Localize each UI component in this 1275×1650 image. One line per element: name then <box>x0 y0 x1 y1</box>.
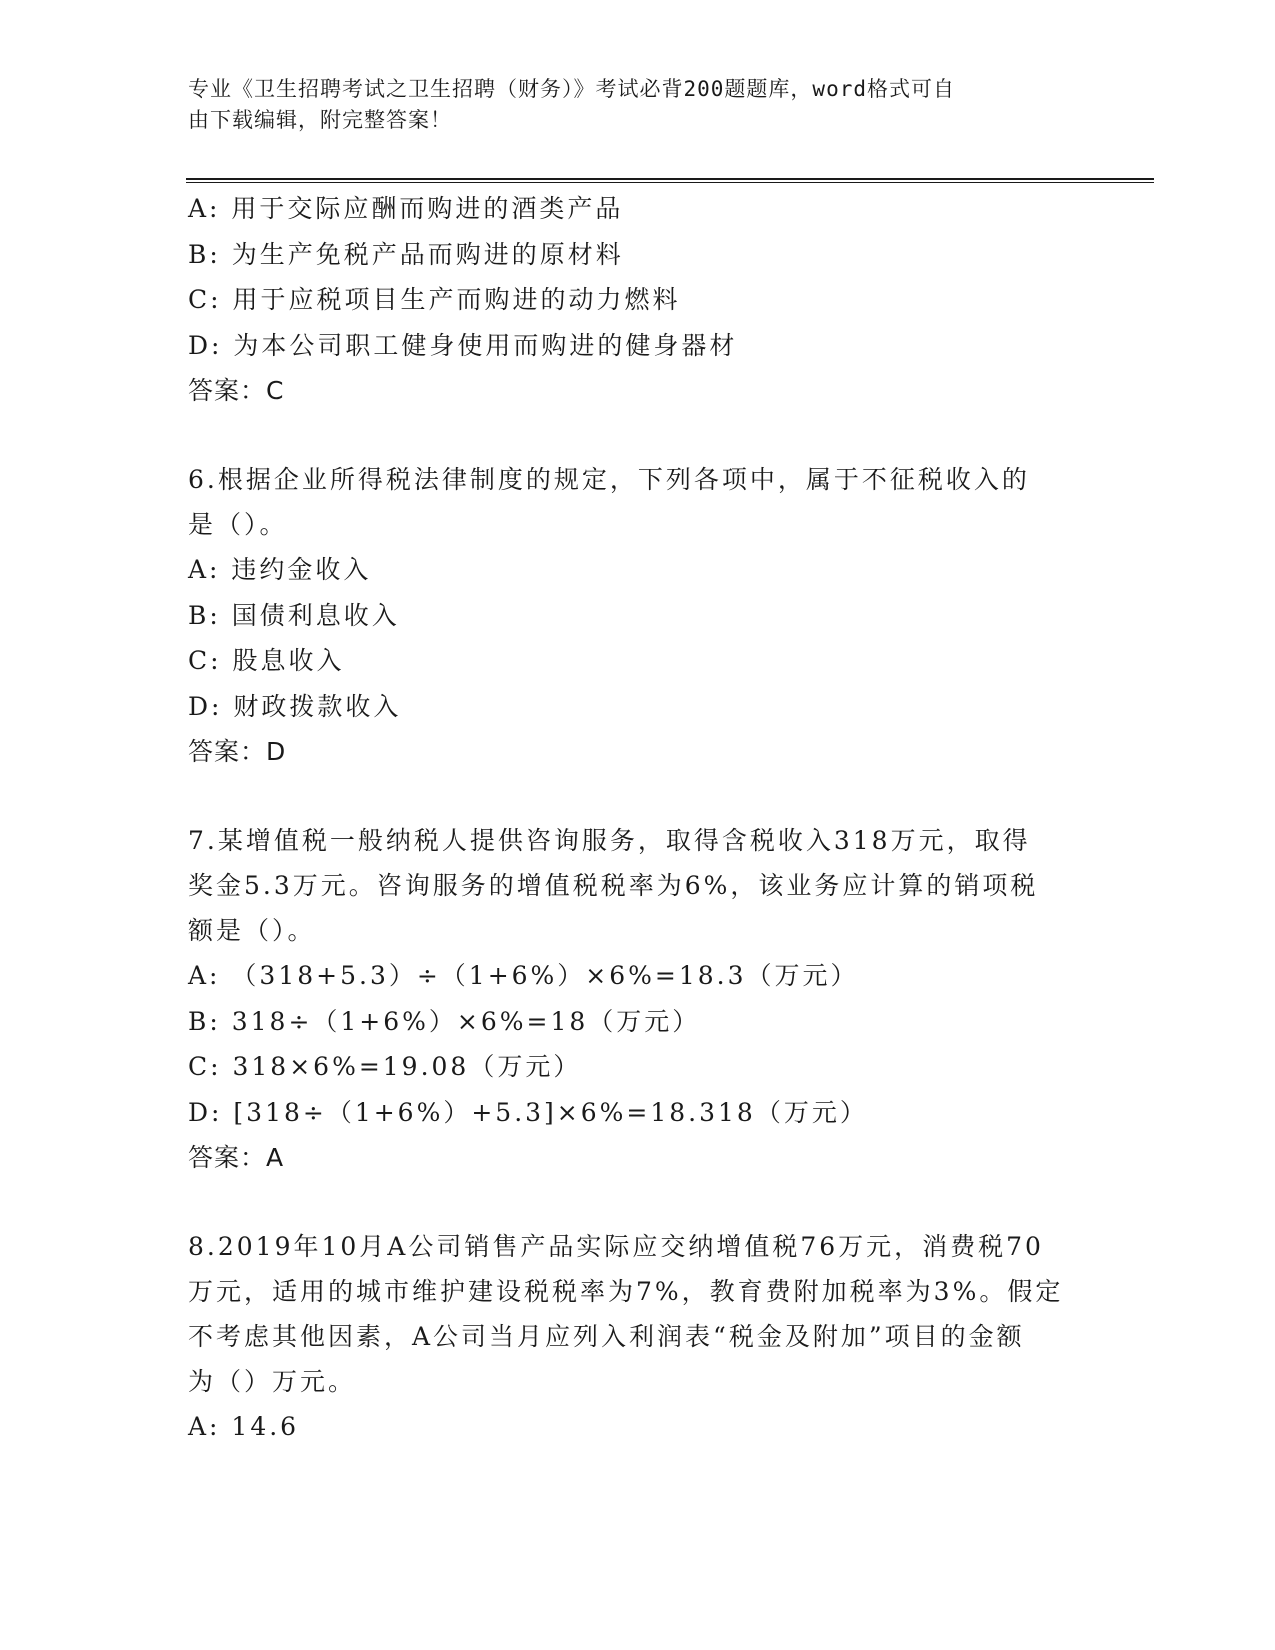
spacer <box>188 775 1088 818</box>
option-c: C: 318×6%=19.08（万元） <box>188 1052 582 1082</box>
header-line-1: 专业《卫生招聘考试之卫生招聘（财务）》考试必背200题题库，word格式可自 <box>188 77 955 101</box>
questions-content <box>188 186 1088 1450</box>
spacer <box>188 414 1088 457</box>
document-header <box>188 74 1068 136</box>
question-stem <box>188 818 1088 953</box>
question-stem <box>188 457 1088 547</box>
header-divider-thin <box>186 182 1154 183</box>
stem-line: 8.2019年10月A公司销售产品实际应交纳增值税76万元，消费税70 <box>188 1231 1044 1261</box>
option-a: A: 14.6 <box>188 1411 300 1441</box>
option-d: D: 财政拨款收入 <box>188 691 402 721</box>
option-c: C: 股息收入 <box>188 646 345 676</box>
stem-line: 奖金5.3万元。咨询服务的增值税税率为6%，该业务应计算的销项税 <box>188 870 1039 900</box>
question-7 <box>188 818 1088 1181</box>
option-d: D: 为本公司职工健身使用而购进的健身器材 <box>188 330 738 360</box>
stem-line: 7.某增值税一般纳税人提供咨询服务，取得含税收入318万元，取得 <box>188 825 1031 855</box>
option-c: C: 用于应税项目生产而购进的动力燃料 <box>188 285 681 315</box>
question-8 <box>188 1224 1088 1450</box>
option-a: A: 用于交际应酬而购进的酒类产品 <box>188 194 624 223</box>
option-d: D: [318÷（1+6%）+5.3]×6%=18.318（万元） <box>188 1097 868 1127</box>
spacer <box>188 1181 1088 1224</box>
option-b: B: 为生产免税产品而购进的原材料 <box>188 239 624 269</box>
option-b: B: 318÷（1+6%）×6%=18（万元） <box>188 1006 701 1036</box>
answer: 答案：D <box>188 737 287 767</box>
stem-line: 万元，适用的城市维护建设税税率为7%，教育费附加税率为3%。假定 <box>188 1276 1064 1306</box>
option-b: B: 国债利息收入 <box>188 600 400 630</box>
header-line-2: 由下载编辑，附完整答案！ <box>188 108 452 132</box>
answer: 答案：A <box>188 1143 285 1173</box>
answer: 答案：C <box>188 376 285 406</box>
option-a: A: （318+5.3）÷（1+6%）×6%=18.3（万元） <box>188 960 859 990</box>
header-divider-thick <box>186 178 1154 180</box>
stem-line: 为（）万元。 <box>188 1366 357 1396</box>
stem-line: 额是（）。 <box>188 915 316 945</box>
stem-line: 不考虑其他因素，A公司当月应列入利润表“税金及附加”项目的金额 <box>188 1321 1025 1351</box>
option-a: A: 违约金收入 <box>188 554 372 584</box>
stem-line: 6.根据企业所得税法律制度的规定，下列各项中，属于不征税收入的 <box>188 464 1030 494</box>
question-stem <box>188 1224 1088 1404</box>
question-5 <box>188 186 1088 414</box>
stem-line: 是（）。 <box>188 509 288 539</box>
question-6 <box>188 457 1088 775</box>
